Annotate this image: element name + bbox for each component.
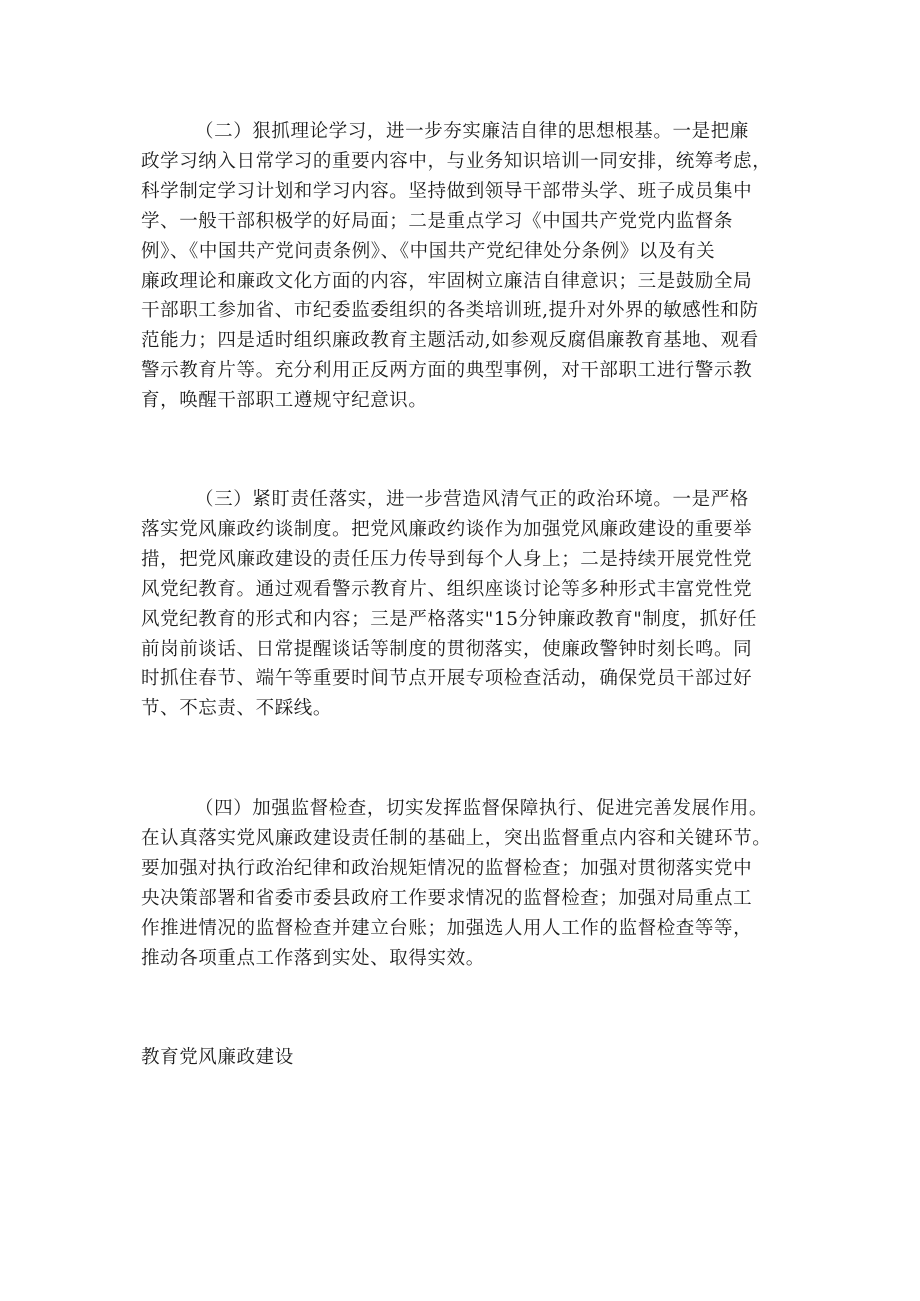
paragraph-line: 节、不忘责、不踩线。 xyxy=(141,698,333,720)
paragraph-supervision xyxy=(141,794,789,973)
paragraph-line: 作推进情况的监督检查并建立台账；加强选人用人工作的监督检查等等， xyxy=(141,917,753,939)
paragraph-line: 在认真落实党风廉政建设责任制的基础上，突出监督重点内容和关键环节。 xyxy=(141,827,772,849)
paragraph-line: 廉政理论和廉政文化方面的内容，牢固树立廉洁自律意识；三是鼓励全局 xyxy=(141,270,753,292)
paragraph-theory-study xyxy=(141,117,789,416)
paragraph-line: 科学制定学习计划和学习内容。坚持做到领导干部带头学、班子成员集中 xyxy=(141,180,753,202)
paragraph-line: 干部职工参加省、市纪委监委组织的各类培训班,提升对外界的敏感性和防 xyxy=(141,300,759,322)
paragraph-line: 育，唤醒干部职工遵规守纪意识。 xyxy=(141,390,428,412)
paragraph-line: 学、一般干部积极学的好局面；二是重点学习《中国共产党党内监督条 xyxy=(141,210,734,232)
paragraph-line: 例》、《中国共产党问责条例》、《中国共产党纪律处分条例》以及有关 xyxy=(141,240,716,262)
paragraph-line: （三）紧盯责任落实，进一步营造风清气正的政治环境。一是严格 xyxy=(195,489,749,510)
paragraph-line: 风党纪教育。通过观看警示教育片、组织座谈讨论等多种形式丰富党性党 xyxy=(141,578,753,600)
paragraph-line: 风党纪教育的形式和内容；三是严格落实"15分钟廉政教育"制度，抓好任 xyxy=(141,608,757,630)
section-heading-text: 教育党风廉政建设 xyxy=(141,1047,294,1068)
paragraph-line: 时抓住春节、端午等重要时间节点开展专项检查活动，确保党员干部过好 xyxy=(141,668,753,690)
paragraph-line: 措，把党风廉政建设的责任压力传导到每个人身上；二是持续开展党性党 xyxy=(141,548,753,570)
paragraph-line: 前岗前谈话、日常提醒谈话等制度的贯彻落实，使廉政警钟时刻长鸣。同 xyxy=(141,638,753,660)
paragraph-line: 要加强对执行政治纪律和政治规矩情况的监督检查；加强对贯彻落实党中 xyxy=(141,857,753,879)
paragraph-line: （二）狠抓理论学习，进一步夯实廉洁自律的思想根基。一是把廉 xyxy=(195,121,749,142)
paragraph-line: （四）加强监督检查，切实发挥监督保障执行、促进完善发展作用。 xyxy=(195,798,769,819)
paragraph-line: 警示教育片等。充分利用正反两方面的典型事例，对干部职工进行警示教 xyxy=(141,360,753,382)
paragraph-line: 推动各项重点工作落到实处、取得实效。 xyxy=(141,947,485,969)
paragraph-line: 政学习纳入日常学习的重要内容中，与业务知识培训一同安排，统筹考虑， xyxy=(141,150,772,172)
section-heading xyxy=(141,1043,789,1073)
paragraph-line: 央决策部署和省委市委县政府工作要求情况的监督检查；加强对局重点工 xyxy=(141,887,753,909)
paragraph-line: 范能力；四是适时组织廉政教育主题活动,如参观反腐倡廉教育基地、观看 xyxy=(141,330,759,352)
paragraph-responsibility xyxy=(141,485,789,724)
paragraph-line: 落实党风廉政约谈制度。把党风廉政约谈作为加强党风廉政建设的重要举 xyxy=(141,518,753,540)
